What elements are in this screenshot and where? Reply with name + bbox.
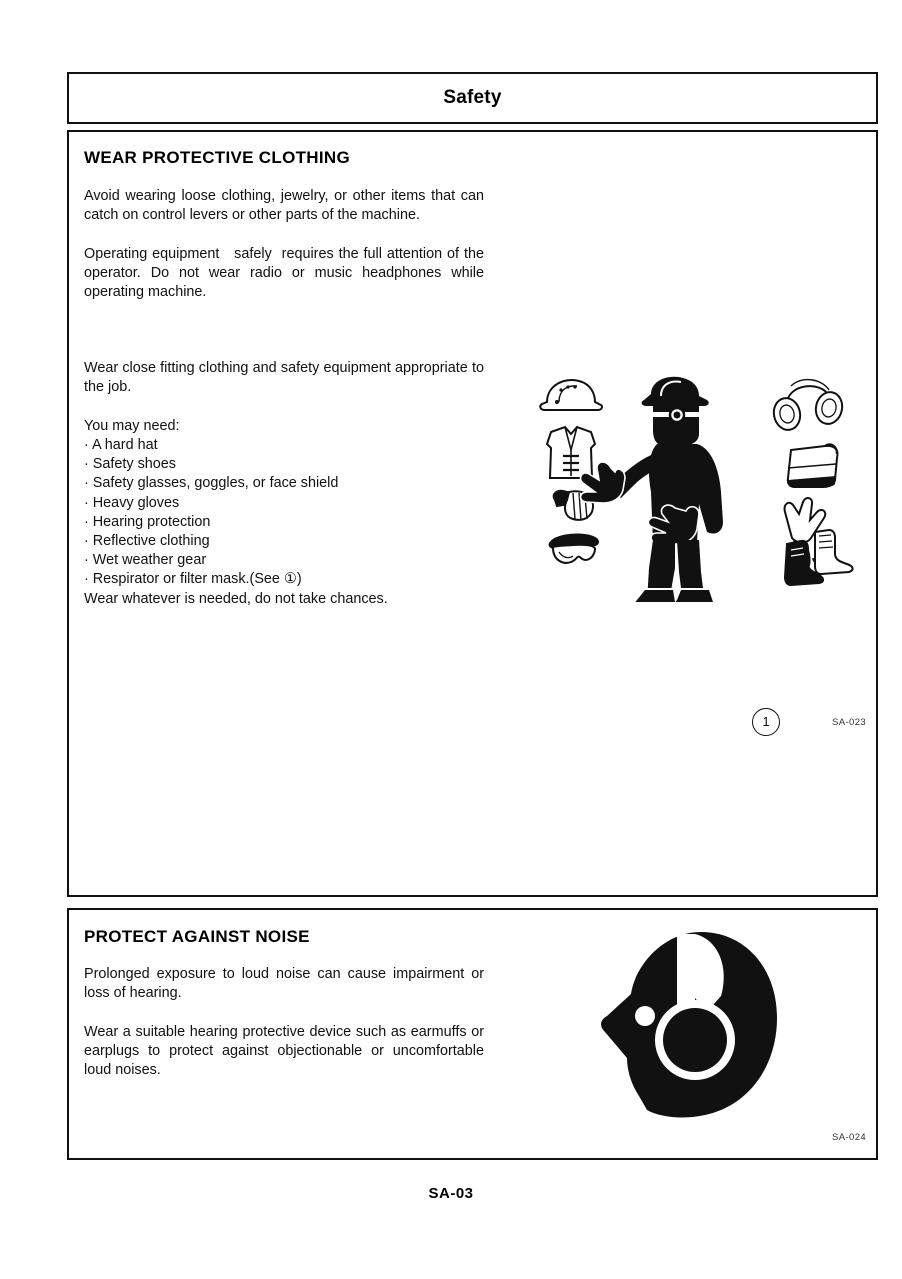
figure-protective-clothing <box>529 372 869 602</box>
figure-hearing-protection <box>569 920 819 1135</box>
list-item: · Reflective clothing <box>84 533 210 550</box>
list-item: · Safety glasses, goggles, or face shield <box>84 475 339 492</box>
list-item: · Heavy gloves <box>84 494 180 511</box>
clothing-paragraph-3: Wear close fitting clothing and safety equipment appropriate to the job. <box>84 360 484 396</box>
clothing-paragraph-2: Operating equipment safely requires the full attention of the operator. Do not wear radio or music headphones while operating machine. <box>84 246 488 301</box>
head-with-headphones-icon <box>601 932 777 1117</box>
goggles-icon <box>550 535 598 563</box>
section-heading-clothing: WEAR PROTECTIVE CLOTHING <box>84 148 350 167</box>
section-protect-against-noise <box>67 908 878 1160</box>
worker-silhouette-icon <box>580 377 723 602</box>
ear-muffs-icon <box>771 380 845 433</box>
safety-vest-icon <box>547 427 595 478</box>
list-item: · Hearing protection <box>84 513 211 530</box>
list-item: · Respirator or filter mask.(See ①) <box>84 571 302 588</box>
list-item: · Wet weather gear <box>84 552 207 569</box>
protective-equipment-list <box>84 436 484 590</box>
hard-hat-icon <box>540 380 602 410</box>
figure-id-sa-024: SA-024 <box>832 1132 867 1143</box>
section-heading-noise: PROTECT AGAINST NOISE <box>84 927 310 946</box>
clothing-list-intro: You may need: <box>84 418 180 434</box>
list-item: · Safety shoes <box>84 456 176 473</box>
noise-paragraph-1: Prolonged exposure to loud noise can cause impairment or loss of hearing. <box>84 966 484 1002</box>
footer-page-number: SA-03 <box>428 1185 474 1202</box>
page-title: Safety <box>443 87 502 108</box>
clothing-closing-text: Wear whatever is needed, do not take chances. <box>84 591 388 607</box>
figure-id-sa-023: SA-023 <box>832 717 867 728</box>
clothing-paragraph-1: Avoid wearing loose clothing, jewelry, or other items that can catch on control levers or other parts of the machine. <box>84 188 484 224</box>
section-wear-protective-clothing <box>67 130 878 897</box>
page-header <box>67 72 878 124</box>
face-shield-icon <box>788 444 838 487</box>
list-item: · A hard hat <box>84 437 158 453</box>
noise-paragraph-2: Wear a suitable hearing protective device such as earmuffs or earplugs to protect against objectionable or uncomfortable loud noises. <box>84 1024 484 1079</box>
figure-callout-1: 1 <box>752 708 780 736</box>
